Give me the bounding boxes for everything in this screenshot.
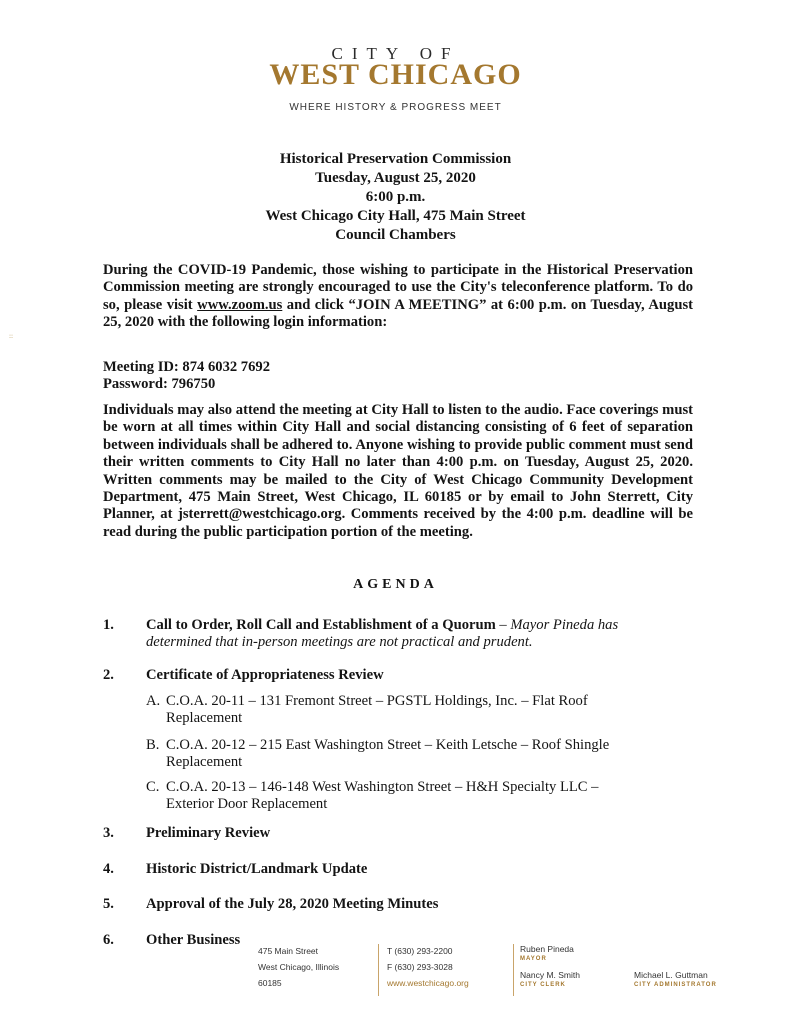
agenda-item-title: Preliminary Review: [146, 825, 271, 841]
footer-mayor: [520, 943, 574, 963]
commission-name: Historical Preservation Commission: [279, 151, 512, 167]
agenda-item-note: – Mayor Pineda has determined that in-person meetings are not practical and prudent.: [146, 617, 619, 651]
agenda-item-title: Call to Order, Roll Call and Establishment of a Quorum: [146, 617, 496, 633]
subitem-letter: A.: [146, 693, 161, 709]
agenda-item-title: Other Business: [146, 932, 241, 948]
clerk-name: Nancy M. Smith: [520, 970, 580, 980]
meeting-time: 6:00 p.m.: [365, 189, 426, 205]
letterhead-city-of: CITY OF: [331, 44, 460, 63]
letterhead-city-name: WEST CHICAGO: [269, 58, 522, 91]
agenda-subitem-c: [146, 779, 646, 814]
meeting-id: Meeting ID: 874 6032 7692: [103, 359, 270, 375]
footer-website[interactable]: www.westchicago.org: [387, 978, 469, 988]
meeting-date: Tuesday, August 25, 2020: [315, 170, 476, 186]
meeting-password: Password: 796750: [103, 376, 216, 393]
subitem-text: C.O.A. 20-12 – 215 East Washington Street – Keith Letsche – Roof Shingle Replacement: [166, 737, 610, 771]
agenda-item-1: [146, 617, 686, 652]
mayor-role: MAYOR: [520, 956, 547, 962]
zoom-link[interactable]: www.zoom.us: [197, 296, 283, 313]
footer-administrator: [634, 969, 717, 989]
footer-clerk: [520, 969, 580, 989]
meeting-location: West Chicago City Hall, 475 Main Street: [265, 208, 526, 224]
footer-address: [258, 943, 339, 991]
footer-fax: F (630) 293-3028: [387, 962, 453, 972]
agenda-item-title: Approval of the July 28, 2020 Meeting Minutes: [146, 896, 439, 912]
meeting-room: Council Chambers: [335, 227, 456, 243]
agenda-item-5: [146, 896, 686, 913]
administrator-name: Michael L. Guttman: [634, 970, 708, 980]
agenda-item-number: 6.: [103, 932, 114, 948]
administrator-role: CITY ADMINISTRATOR: [634, 982, 717, 988]
footer-phone: T (630) 293-2200: [387, 946, 453, 956]
subitem-text: C.O.A. 20-13 – 146-148 West Washington Street – H&H Specialty LLC – Exterior Door Replacement: [166, 779, 599, 813]
footer-contact: [387, 943, 469, 991]
meeting-header: [0, 150, 791, 245]
agenda-item-2: [146, 667, 686, 684]
agenda-item-number: 4.: [103, 861, 114, 877]
footer-address-line: West Chicago, Illinois: [258, 962, 340, 972]
agenda-subitem-a: [146, 693, 646, 728]
footer-address-line: 475 Main Street: [258, 946, 319, 956]
notice-paragraph: Individuals may also attend the meeting at City Hall to listen to the audio. Face coverings must be worn at all times within City Hall and social distancing consisting of 6 feet of separation between individuals shall be adhered to. Anyone wishing to provide public comment must send their written comments to City Hall no later than 4:00 p.m. on Tuesday, August 25, 2020. Written comments may be mailed to the City of West Chicago Community Development Department, 475 Main Street, West Chicago, IL 60185 or by email to John Sterrett, City Planner, at jsterrett@westchicago.org. Comments received by the 4:00 p.m. deadline will be read during the public participation portion of the meeting.: [103, 402, 693, 540]
agenda-subitem-b: [146, 737, 646, 772]
agenda-title: AGENDA: [353, 577, 438, 592]
agenda-item-number: 5.: [103, 896, 114, 912]
clerk-role: CITY CLERK: [520, 982, 566, 988]
intro-text-2: and click “JOIN A MEETING” at 6:00 p.m. on Tuesday, August 25, 2020 with the following login information:: [103, 296, 693, 331]
subitem-letter: C.: [146, 779, 160, 795]
agenda-item-number: 2.: [103, 667, 114, 683]
subitem-text: C.O.A. 20-11 – 131 Fremont Street – PGSTL Holdings, Inc. – Flat Roof Replacement: [166, 693, 588, 727]
agenda-item-title: Certificate of Appropriateness Review: [146, 667, 384, 683]
margin-mark: ::: [9, 333, 14, 340]
agenda-item-4: [146, 861, 686, 878]
footer-divider: [513, 944, 514, 996]
intro-text-1: During the COVID-19 Pandemic, those wishing to participate in the Historical Preservation Commission meeting are strongly encouraged to use the City's teleconference platform. To do so, please visit: [103, 262, 693, 313]
agenda-item-number: 1.: [103, 617, 114, 633]
login-info: [103, 359, 693, 394]
agenda-item-3: [146, 825, 686, 842]
subitem-letter: B.: [146, 737, 160, 753]
agenda-item-title: Historic District/Landmark Update: [146, 861, 368, 877]
agenda-item-number: 3.: [103, 825, 114, 841]
letterhead-tagline: WHERE HISTORY & PROGRESS MEET: [289, 102, 502, 113]
footer-divider: [378, 944, 379, 996]
intro-paragraph: [103, 262, 693, 332]
footer-address-line: 60185: [258, 978, 282, 988]
mayor-name: Ruben Pineda: [520, 944, 574, 954]
